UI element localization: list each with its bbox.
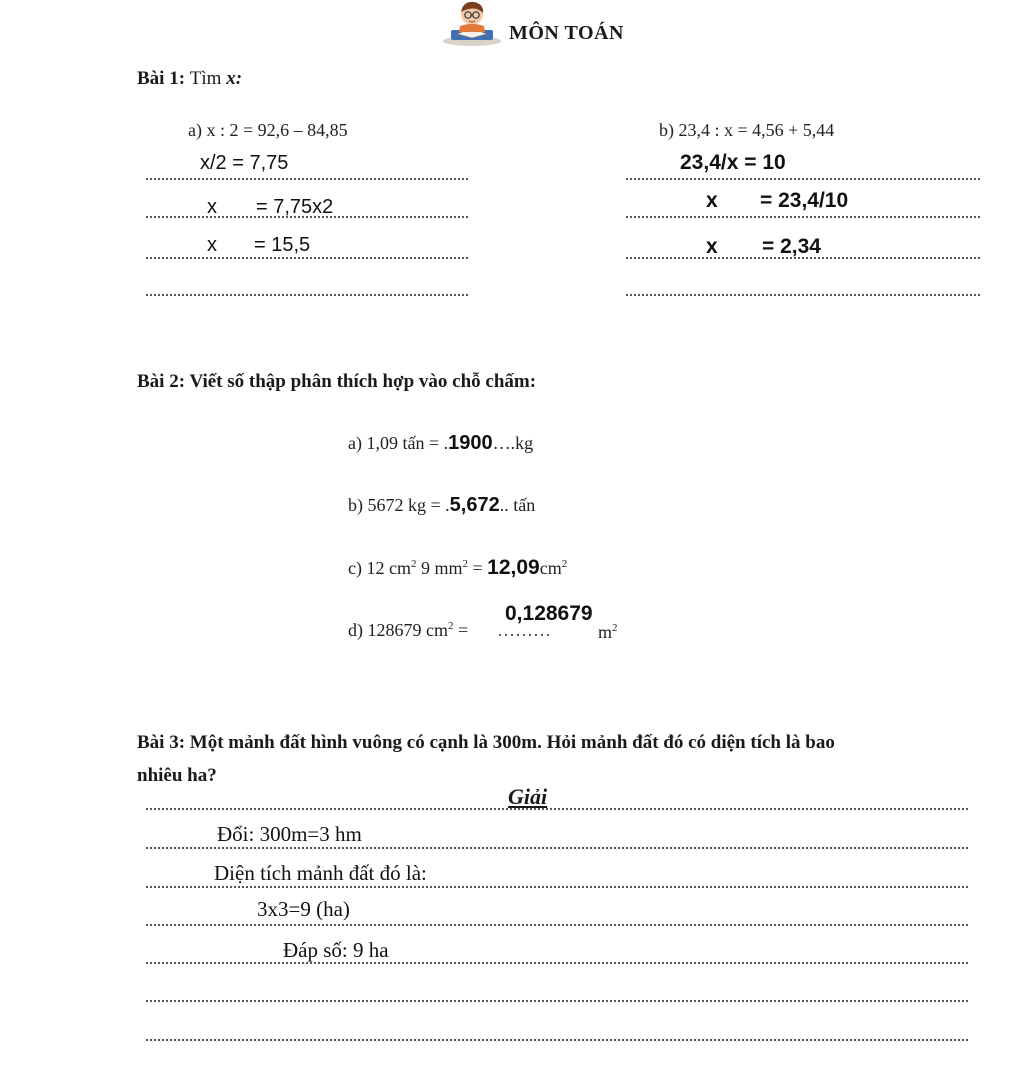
bai1-b-line2-eq: = 23,4/10 <box>760 189 849 212</box>
bai1-a-dotline-3 <box>146 257 468 259</box>
bai2-c-prefix-c: = <box>468 558 488 578</box>
bai1-a-problem: a) x : 2 = 92,6 – 84,85 <box>188 120 348 140</box>
bai2-d-dots: ……… <box>497 620 551 640</box>
bai3-dotline-4 <box>146 924 968 926</box>
bai2-c-answer: 12,09 <box>487 556 540 579</box>
bai1-b-dotline-2 <box>626 216 980 218</box>
bai3-dotline-7 <box>146 1039 968 1041</box>
bai2-heading-text: Viết số thập phân thích hợp vào chỗ chấm: <box>189 371 537 392</box>
bai3-dotline-3 <box>146 886 968 888</box>
bai2-heading <box>137 371 536 393</box>
header-mascot <box>441 0 503 46</box>
bai1-b-line2-x: x <box>706 189 718 212</box>
bai1-a-dotline-1 <box>146 178 468 180</box>
bai3-line-3: 3x3=9 (ha) <box>257 897 350 921</box>
bai1-heading-var: x: <box>226 68 243 89</box>
bai1-a-line1: x/2 = 7,75 <box>200 152 289 174</box>
bai2-c-unit: cm <box>539 558 562 578</box>
bai1-heading-text: Tìm <box>189 68 227 89</box>
bai1-b-dotline-4 <box>626 294 980 296</box>
bai1-a-line2-eq: = 7,75x2 <box>256 196 334 218</box>
bai1-a-line2-x: x <box>207 196 217 218</box>
bai2-b <box>348 494 535 517</box>
bai1-b-dotline-1 <box>626 178 980 180</box>
bai2-d-prefix: d) 128679 cm <box>348 620 448 640</box>
bai3-dotline-1 <box>146 808 968 810</box>
bai2-c <box>348 556 567 580</box>
bai2-d-unit-wrap <box>598 622 618 643</box>
bai2-a-answer: 1900 <box>448 432 493 454</box>
bai2-d-unit: m <box>598 622 613 642</box>
bai1-b-problem: b) 23,4 : x = 4,56 + 5,44 <box>659 120 835 140</box>
bai3-line-1: Đổi: 300m=3 hm <box>217 822 362 846</box>
bai3-heading-label: Bài 3: <box>137 732 186 753</box>
bai1-b-line1: 23,4/x = 10 <box>680 151 786 174</box>
bai2-d-sup2: 2 <box>612 622 618 634</box>
bai2-a-prefix: a) 1,09 tấn = . <box>348 433 449 453</box>
bai2-d <box>348 620 468 641</box>
bai2-a-suffix: ….kg <box>492 433 534 453</box>
bai2-b-answer: 5,672 <box>449 494 500 516</box>
bai1-b-line3-x: x <box>706 235 718 258</box>
bai3-line-4: Đáp số: 9 ha <box>283 938 389 962</box>
bai2-d-eq: = <box>453 620 469 640</box>
bai3-dotline-5 <box>146 962 968 964</box>
bai2-a <box>348 432 533 455</box>
bai1-a-line3-eq: = 15,5 <box>254 234 311 256</box>
bai2-d-sup1: 2 <box>447 620 454 632</box>
bai1-b-dotline-3 <box>626 257 980 259</box>
bai1-heading <box>137 68 242 90</box>
bai2-b-prefix: b) 5672 kg = . <box>348 495 450 515</box>
bai2-c-prefix-a: c) 12 cm <box>348 558 411 578</box>
bai3-heading-text: Một mảnh đất hình vuông có cạnh là 300m. Hỏi mảnh đất đó có diện tích là bao <box>189 732 835 753</box>
bai1-heading-label: Bài 1: <box>137 68 186 89</box>
bai2-c-sup1: 2 <box>410 558 417 570</box>
bai1-a-dotline-2 <box>146 216 468 218</box>
bai2-c-sup3: 2 <box>561 558 568 570</box>
page-title: MÔN TOÁN <box>509 22 624 44</box>
bai2-d-answer: 0,128679 <box>505 602 593 625</box>
bai2-b-suffix: .. tấn <box>499 495 536 515</box>
bai3-giai: Giải <box>508 784 548 809</box>
bai3-dotline-6 <box>146 1000 968 1002</box>
bai1-b-line3-eq: = 2,34 <box>762 235 821 258</box>
student-reading-icon <box>441 0 503 46</box>
bai2-c-sup2: 2 <box>462 558 468 570</box>
bai3-heading <box>137 732 835 754</box>
bai2-c-prefix-b: 9 mm <box>416 558 463 578</box>
bai3-line-2: Diện tích mảnh đất đó là: <box>214 861 427 885</box>
bai3-dotline-2 <box>146 847 968 849</box>
bai3-heading-line2: nhiêu ha? <box>137 765 217 786</box>
bai1-a-line3-x: x <box>207 234 217 256</box>
bai2-heading-label: Bài 2: <box>137 371 186 392</box>
bai1-a-dotline-4 <box>146 294 468 296</box>
